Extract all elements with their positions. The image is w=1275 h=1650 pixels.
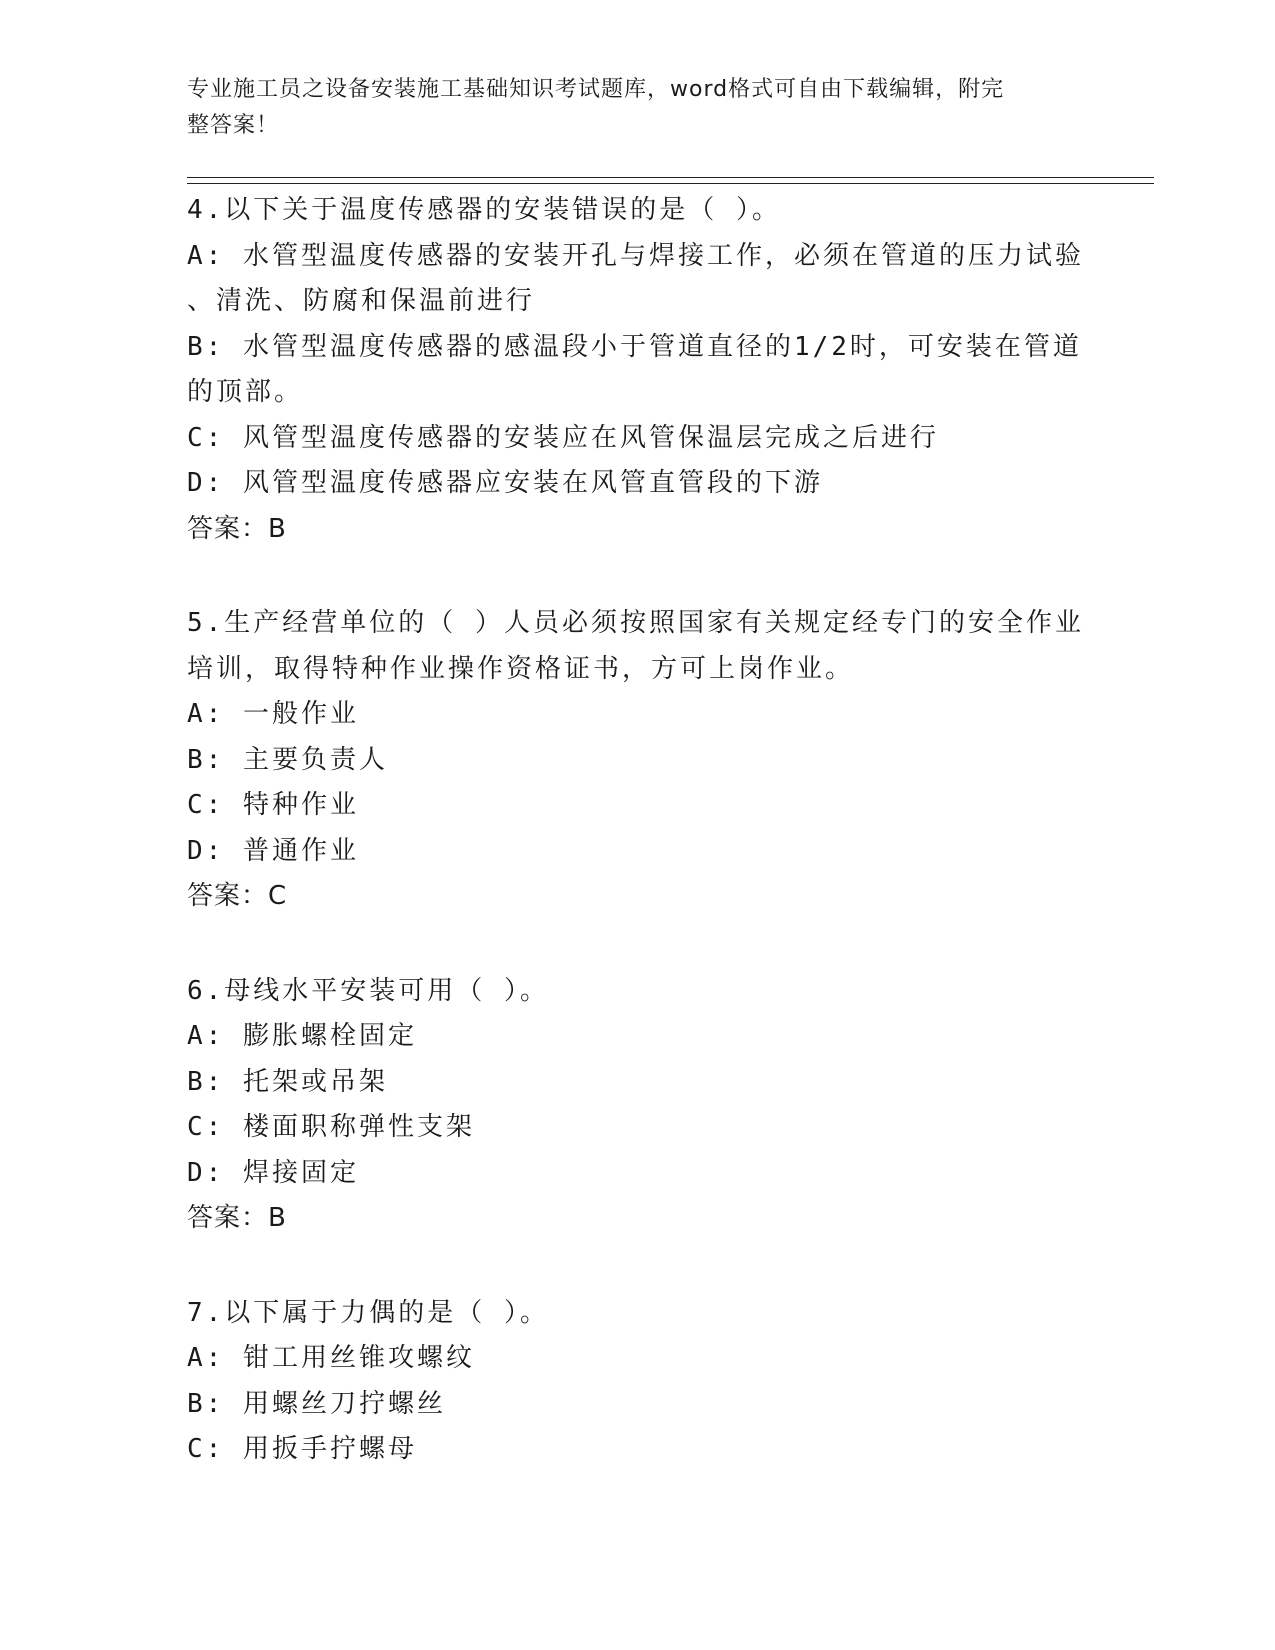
question-item — [187, 1291, 1087, 1473]
answer-option-line: B: 主要负责人 — [187, 744, 388, 775]
question-stem-line: 4.以下关于温度传感器的安装错误的是（ ）。 — [187, 195, 781, 225]
answer-option-line: D: 普通作业 — [187, 835, 359, 866]
answer-key: 答案：C — [187, 881, 288, 911]
answer-option-line: 、清洗、防腐和保温前进行 — [187, 286, 536, 316]
answer-key: 答案：B — [187, 1203, 287, 1233]
header-title-line-1: 专业施工员之设备安装施工基础知识考试题库，word格式可自由下载编辑，附完 — [187, 77, 1005, 102]
question-stem-line: 7.以下属于力偶的是（ ）。 — [187, 1297, 549, 1328]
answer-option-line: B: 水管型温度传感器的感温段小于管道直径的1/2时，可安装在管道 — [187, 331, 1082, 362]
answer-option-line: B: 托架或吊架 — [187, 1066, 388, 1097]
answer-option-line: C: 楼面职称弹性支架 — [187, 1112, 475, 1142]
answer-option-line: C: 风管型温度传感器的安装应在风管保温层完成之后进行 — [187, 422, 939, 453]
question-item — [187, 188, 1087, 552]
answer-option-line: A: 水管型温度传感器的安装开孔与焊接工作，必须在管道的压力试验 — [187, 240, 1084, 271]
answer-option-line: C: 特种作业 — [187, 790, 359, 820]
document-header — [187, 72, 1067, 144]
answer-option-line: D: 风管型温度传感器应安装在风管直管段的下游 — [187, 468, 823, 498]
question-stem-line: 培训，取得特种作业操作资格证书，方可上岗作业。 — [187, 653, 855, 684]
header-title-line-2: 整答案！ — [187, 113, 280, 138]
answer-key: 答案：B — [187, 513, 287, 544]
answer-option-line: A: 膨胀螺栓固定 — [187, 1021, 417, 1051]
question-stem-line: 6.母线水平安装可用（ ）。 — [187, 975, 549, 1006]
question-list — [187, 188, 1087, 1522]
question-stem-line: 5.生产经营单位的（ ）人员必须按照国家有关规定经专门的安全作业 — [187, 608, 1084, 638]
answer-option-line: D: 焊接固定 — [187, 1157, 359, 1188]
answer-option-line: 的顶部。 — [187, 377, 304, 407]
header-divider-bottom — [187, 183, 1154, 184]
answer-option-line: A: 钳工用丝锥攻螺纹 — [187, 1343, 475, 1373]
answer-option-line: B: 用螺丝刀拧螺丝 — [187, 1388, 446, 1419]
question-item — [187, 969, 1087, 1242]
header-divider-top — [187, 177, 1154, 178]
answer-option-line: C: 用扳手拧螺母 — [187, 1434, 417, 1464]
answer-option-line: A: 一般作业 — [187, 699, 359, 729]
question-item — [187, 601, 1087, 920]
